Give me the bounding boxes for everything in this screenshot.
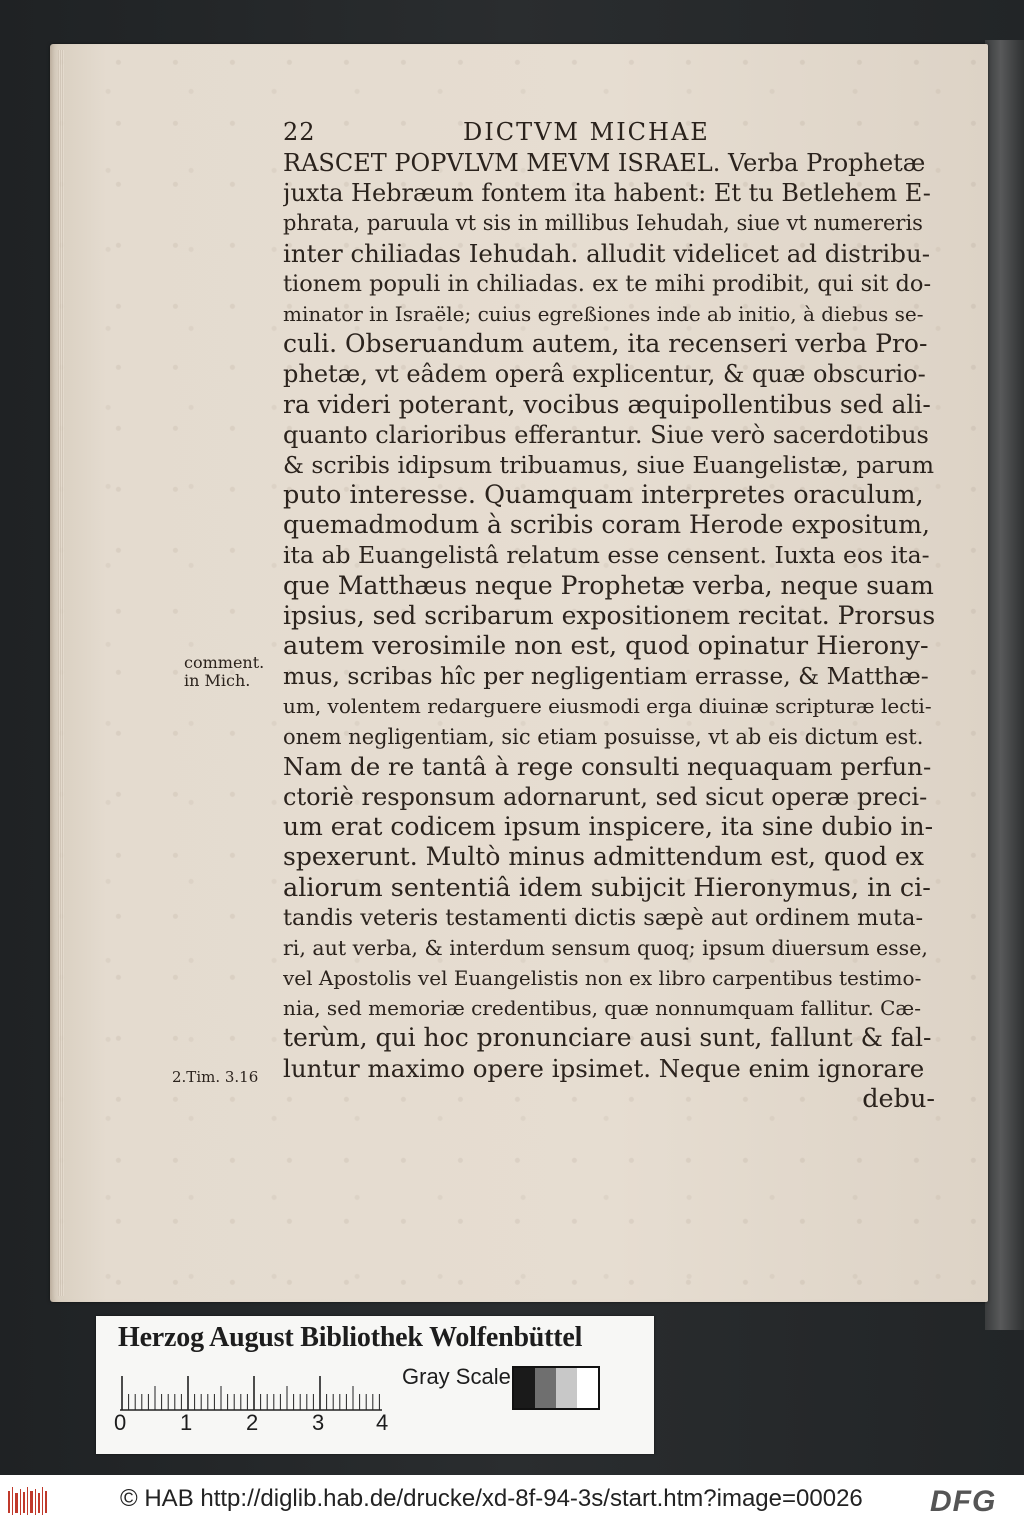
text-line: mus, scribas hîc per negligentiam errasse, & Matthæ- [283, 662, 929, 691]
text-line: tionem populi in chiliadas. ex te mihi prodibit, qui sit do- [283, 270, 932, 297]
text-line: phetæ, vt eâdem operâ explicentur, & quæ obscurio- [283, 360, 926, 389]
text-line: terùm, qui hoc pronunciare ausi sunt, fallunt & fal- [283, 1023, 932, 1053]
text-line: nia, sed memoriæ credentibus, quæ nonnumquam fallitur. Cæ- [283, 996, 921, 1021]
text-line: vel Apostolis vel Euangelistis non ex libro carpentibus testimo- [283, 966, 922, 991]
page-header [283, 118, 933, 148]
barcode-icon [8, 1487, 48, 1515]
ruler-number: 3 [312, 1410, 325, 1435]
page-number: 22 [283, 118, 316, 146]
text-line: autem verosimile non est, quod opinatur Hierony- [283, 631, 929, 661]
footer-bar [0, 1475, 1024, 1527]
gray-scale-swatches [512, 1366, 600, 1410]
library-name: Herzog August Bibliothek Wolfenbüttel [118, 1322, 583, 1353]
text-line: luntur maximo opere ipsimet. Neque enim ignorare [283, 1053, 925, 1083]
text-line: culi. Obseruandum autem, ita recenseri verba Pro- [283, 329, 928, 359]
margin-note-comment [184, 654, 264, 690]
text-line: ri, aut verba, & interdum sensum quoq; ipsum diuersum esse, [283, 935, 928, 960]
ruler-numbers [114, 1410, 394, 1440]
text-line: puto interesse. Quamquam interpretes oraculum, [283, 480, 924, 511]
gray-swatch [514, 1368, 535, 1408]
ruler-number: 4 [376, 1410, 389, 1435]
text-line: inter chiliadas Iehudah. alludit videlicet ad distribu- [283, 238, 931, 268]
text-line: ra videri poterant, vocibus æquipollentibus sed ali- [283, 389, 931, 419]
ruler-number: 2 [246, 1410, 259, 1435]
text-line: aliorum sententiâ idem subijcit Hieronymus, in ci- [283, 872, 931, 903]
adjacent-page-edge [985, 40, 1024, 1330]
text-line: RASCET POPVLVM MEVM ISRAEL. Verba Prophetæ [283, 149, 926, 177]
text-line: phrata, paruula vt sis in millibus Iehudah, siue vt numereris [283, 211, 923, 236]
text-line: minator in Israële; cuius egreßiones inde ab initio, à diebus se- [283, 301, 924, 326]
gray-scale-label: Gray Scale [402, 1364, 511, 1389]
text-line: juxta Hebræum fontem ita habent: Et tu Betlehem E- [283, 179, 931, 208]
running-head: DICTVM MICHAE [463, 118, 710, 146]
text-line: que Matthæus neque Prophetæ verba, neque suam [283, 570, 934, 600]
copyright-url: © HAB http://diglib.hab.de/drucke/xd-8f-94-3s/start.htm?image=00026 [120, 1485, 863, 1512]
library-color-card [96, 1316, 654, 1454]
text-line: Nam de re tantâ à rege consulti nequaquam perfun- [283, 751, 932, 781]
margin-note-line: comment. [184, 653, 265, 672]
dfg-logo: DFG [930, 1485, 997, 1518]
text-line: ita ab Euangelistâ relatum esse censent. Iuxta eos ita- [283, 541, 930, 570]
text-line: tandis veteris testamenti dictis sæpè aut ordinem muta- [283, 904, 924, 931]
text-line: spexerunt. Multò minus admittendum est, quod ex [283, 842, 924, 872]
ruler-number: 0 [114, 1410, 127, 1435]
body-text [283, 148, 935, 1114]
text-line: quemadmodum à scribis coram Herode expositum, [283, 510, 930, 540]
gray-swatch [556, 1368, 577, 1408]
text-line: um erat codicem ipsum inspicere, ita sine dubio in- [283, 812, 934, 842]
text-line: & scribis idipsum tribuamus, siue Euangelistæ, parum [283, 450, 935, 479]
ruler-number: 1 [180, 1410, 193, 1435]
catchword: debu- [862, 1083, 935, 1114]
margin-note-line: in Mich. [184, 671, 251, 690]
text-line: ipsius, sed scribarum expositionem recitat. Prorsus [283, 600, 935, 630]
margin-note-reference: 2.Tim. 3.16 [172, 1068, 259, 1086]
text-line: ctoriè responsum adornarunt, sed sicut operæ preci- [283, 782, 928, 811]
gray-swatch [535, 1368, 556, 1408]
text-line: quanto clarioribus efferantur. Siue verò sacerdotibus [283, 420, 929, 449]
text-line: onem negligentiam, sic etiam posuisse, vt ab eis dictum est. [283, 724, 924, 749]
text-line: um, volentem redarguere eiusmodi erga diuinæ scripturæ lecti- [283, 694, 932, 719]
gray-swatch [577, 1368, 598, 1408]
page-gutter [58, 50, 64, 1296]
